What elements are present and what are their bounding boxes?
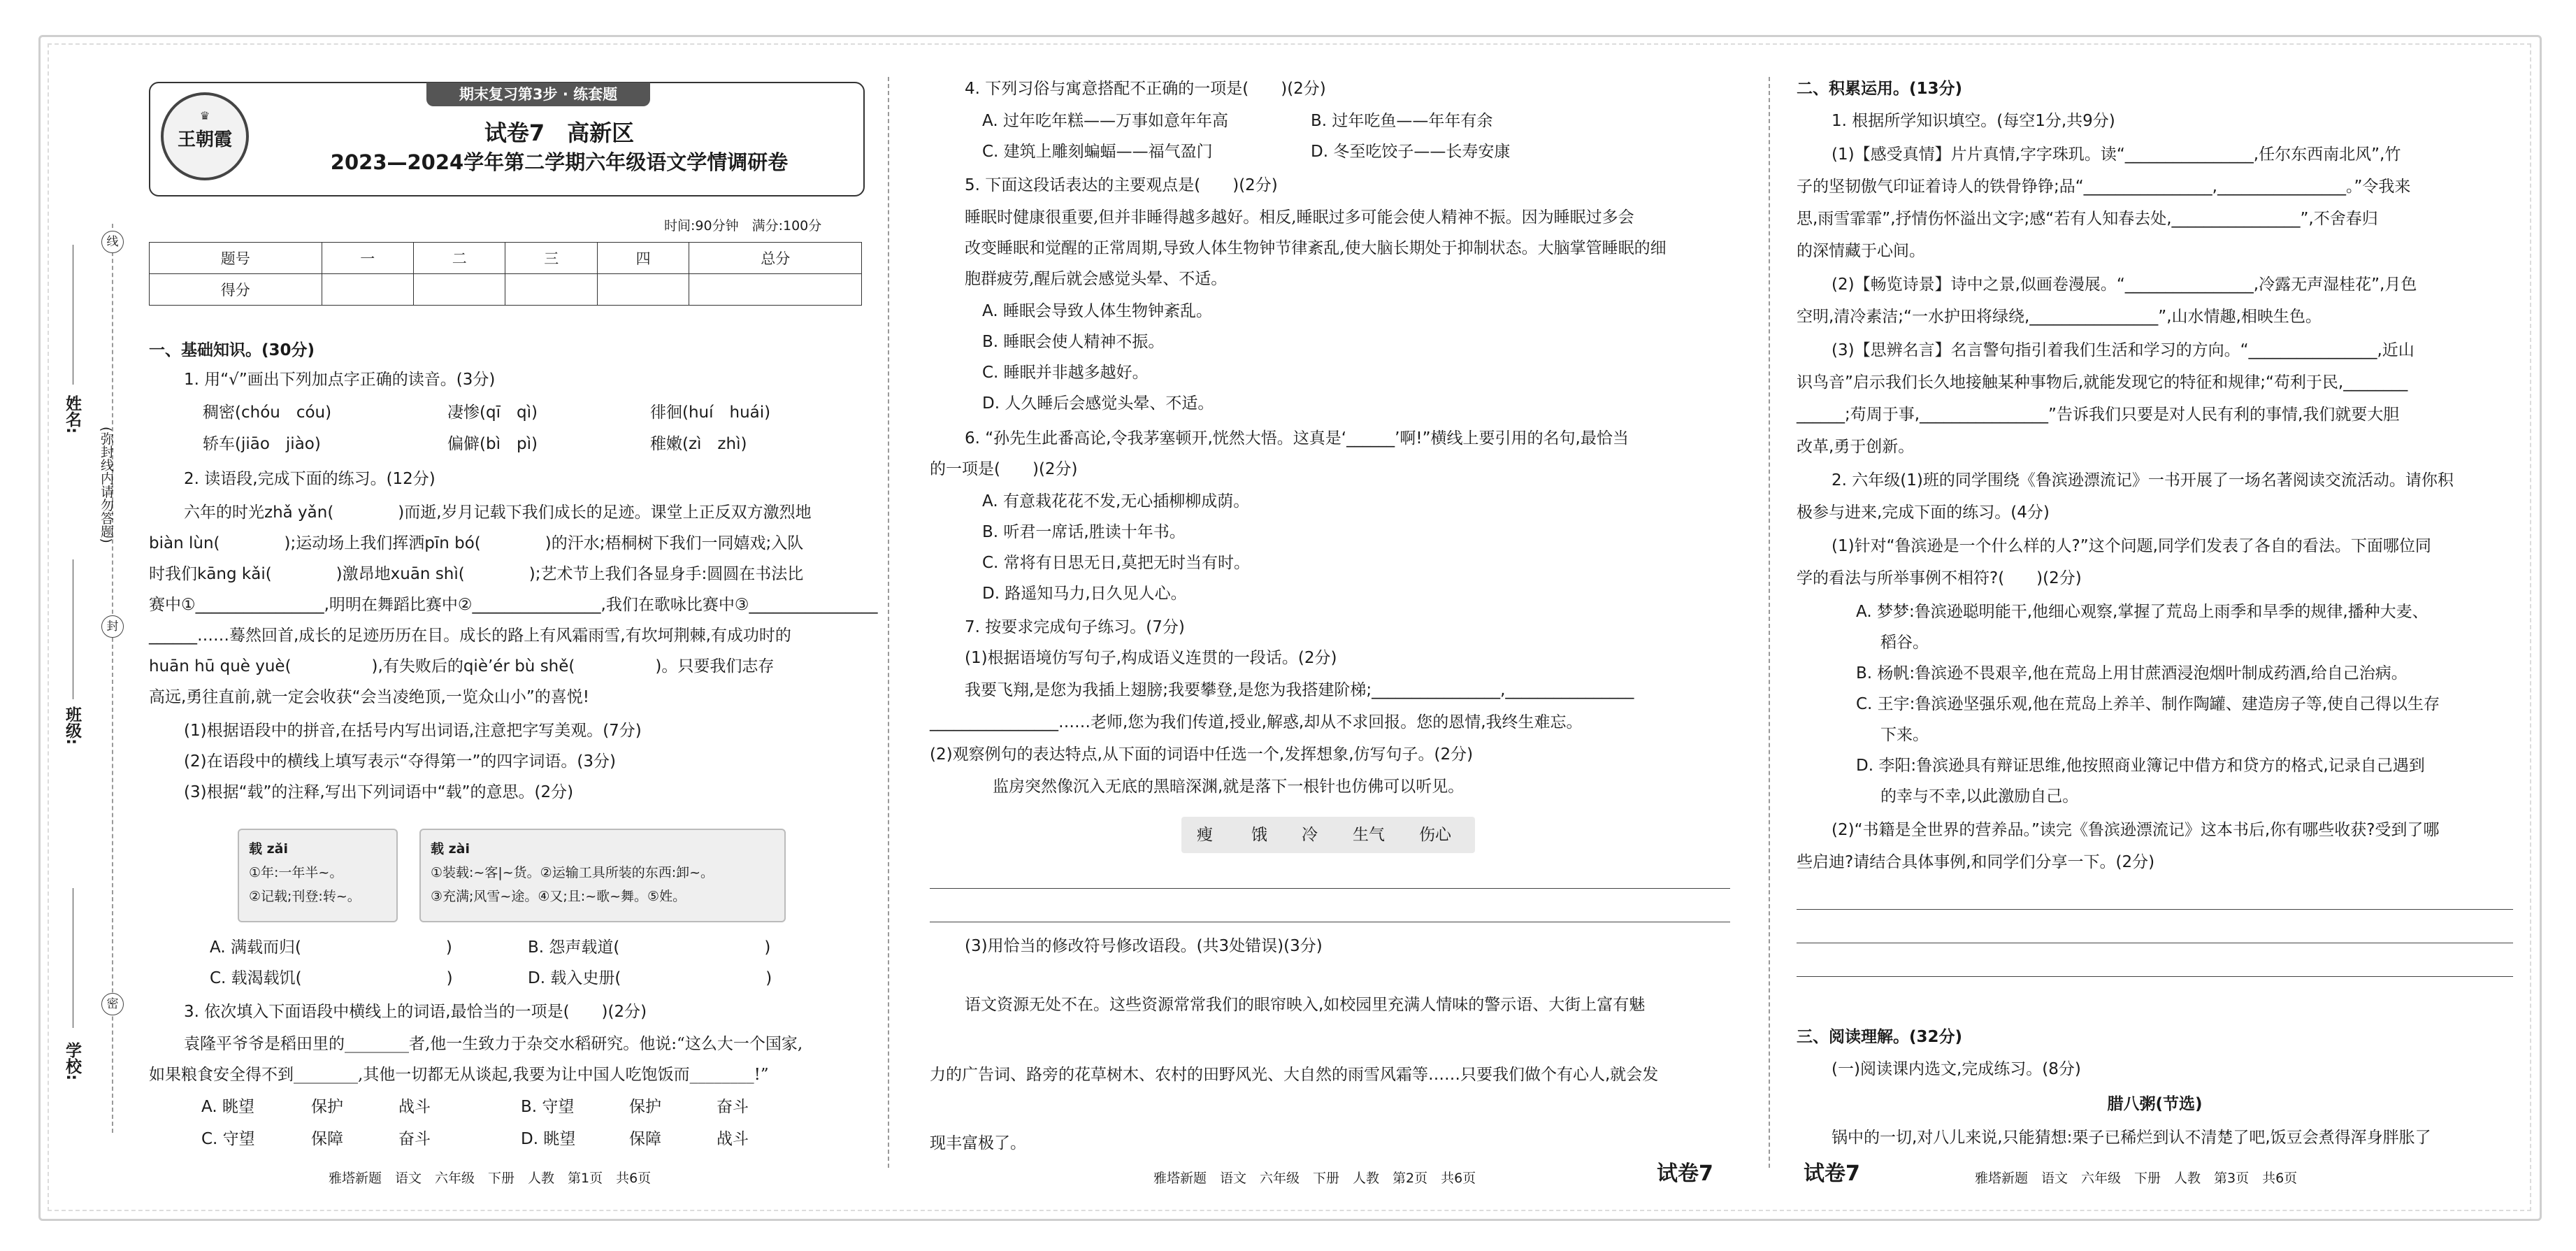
paper-title: 试卷7 高新区 (484, 120, 635, 146)
q7-3-passage[interactable]: 力的广告词、路旁的花草树木、农村的田野风光、大自然的雨雪风霜等……只要我们做个有心人,就会发 (930, 1066, 1659, 1084)
seal-mark: 封 (101, 615, 124, 638)
q2-option[interactable]: B. 杨帆:鲁滨逊不畏艰辛,他在荒岛上用甘蔗酒浸泡烟叶制成药酒,给自己治病。 (1856, 664, 2408, 682)
q3-option-word: 奋斗 (398, 1130, 431, 1148)
q7-3-stem: (3)用恰当的修改符号修改语段。(共3处错误)(3分) (965, 937, 1323, 955)
q2-stem: 学的看法与所举事例不相符?( )(2分) (1797, 569, 2082, 587)
q3-option[interactable]: C. 守望 (201, 1130, 255, 1148)
q1-item[interactable]: 徘徊(huí huái) (650, 403, 771, 422)
gloss-line: ①年:一年半~。 (249, 865, 343, 880)
reading-passage: 锅中的一切,对八儿来说,只能猜想:栗子已稀烂到认不清楚了吧,饭豆会煮得浑身胖胀了 (1832, 1129, 2431, 1147)
q5-option[interactable]: D. 人久睡后会感觉头晕、不适。 (982, 394, 1214, 413)
q2-sub: (3)根据“载”的注释,写出下列词语中“载”的意思。(2分) (184, 783, 574, 801)
fill-line[interactable]: 子的坚韧傲气印证着诗人的铁骨铮铮;品“________________,________________。”令我来 (1797, 178, 2411, 196)
q7-1-line[interactable]: 我要飞翔,是您为我插上翅膀;我要攀登,是您为我搭建阶梯;________________,________________ (965, 681, 1634, 699)
q2-stem: 极参与进来,完成下面的练习。(4分) (1797, 503, 2050, 522)
q1-stem: 1. 根据所学知识填空。(每空1分,共9分) (1832, 112, 2115, 130)
score-header: 四 (597, 243, 689, 274)
q2-stem: (1)针对“鲁滨逊是一个什么样的人?”这个问题,同学们发表了各自的看法。下面哪位同 (1832, 537, 2431, 555)
fill-line[interactable]: (2)【畅览诗景】诗中之景,似画卷漫展。“________________,冷露无声湿桂花”,月色 (1832, 276, 2417, 294)
q6-option[interactable]: A. 有意栽花花不发,无心插柳柳成荫。 (982, 492, 1250, 510)
q3-option-word: 保护 (629, 1098, 661, 1116)
word-choice[interactable]: 瘦 (1197, 826, 1213, 844)
q1-item[interactable]: 凄惨(qī qì) (447, 403, 538, 422)
logo-text: 王朝霞 (177, 129, 232, 150)
q7-2-example: 监房突然像沉入无底的黑暗深渊,就是落下一根针也仿佛可以听见。 (993, 778, 1465, 796)
q4-option[interactable]: B. 过年吃鱼——年年有余 (1311, 112, 1493, 130)
q7-3-passage[interactable]: 现丰富极了。 (930, 1134, 1026, 1152)
q7-1-line[interactable]: ________________……老师,您为我们传道,授业,解惑,却从不求回报。您的恩情,我终生难忘。 (930, 713, 1583, 731)
q2-3-item[interactable]: B. 怨声载道( ) (528, 938, 771, 957)
q2-sub: (2)在语段中的横线上填写表示“夺得第一”的四字词语。(3分) (184, 752, 616, 771)
q3-option-word: 战斗 (717, 1130, 749, 1148)
word-choices (1181, 817, 1475, 853)
q3-option-word: 战斗 (398, 1098, 431, 1116)
page-footer: 雅塔新题 语文 六年级 下册 人教 第1页 共6页 (329, 1171, 652, 1186)
q2-option-cont: 的幸与不幸,以此激励自己。 (1880, 787, 2079, 806)
passage-line: huān hū què yuè( ),有失败后的qiè’ér bù shě( )。只要我们志存 (149, 657, 775, 675)
q5-option[interactable]: C. 睡眠并非越多越好。 (982, 364, 1149, 382)
q5-passage: 胞群疲劳,醒后就会感觉头晕、不适。 (965, 270, 1228, 288)
q6-stem-cont: 的一项是( )(2分) (930, 460, 1078, 478)
word-choice[interactable]: 生气 (1353, 826, 1385, 844)
q2-2-stem: 些启迪?请结合具体事例,和同学们分享一下。(2分) (1797, 853, 2155, 871)
gloss-head: 载 zài (431, 841, 470, 857)
score-cell[interactable] (689, 274, 862, 306)
section-3-title: 三、阅读理解。(32分) (1797, 1028, 1963, 1046)
page-footer: 雅塔新题 语文 六年级 下册 人教 第3页 共6页 (1975, 1171, 2298, 1186)
q2-option-cont: 稻谷。 (1880, 634, 1929, 652)
answer-line[interactable] (930, 888, 1730, 889)
passage-line: biàn lùn( );运动场上我们挥洒pīn bó( )的汗水;梧桐树下我们一同嬉戏;入队 (149, 534, 804, 552)
column-divider (1769, 77, 1770, 1168)
q1-item[interactable]: 轿车(jiāo jiào) (203, 435, 321, 453)
reading-title: 腊八粥(节选) (2107, 1095, 2203, 1113)
passage-line: 高远,勇往直前,就一定会收获“会当凌绝顶,一览众山小”的喜悦! (149, 688, 589, 706)
score-row-label: 得分 (150, 274, 322, 306)
reading-1-stem: (一)阅读课内选文,完成练习。(8分) (1832, 1060, 2081, 1078)
passage-line: 赛中①________________,明明在舞蹈比赛中②________________,我们在歌咏比赛中③________________ (149, 596, 878, 614)
q5-option[interactable]: B. 睡眠会使人精神不振。 (982, 333, 1165, 351)
q2-option[interactable]: D. 李阳:鲁滨逊具有辩证思维,他按照商业簿记中借方和贷方的格式,记录自己遇到 (1856, 757, 2425, 775)
crown-icon: ♛ (199, 109, 210, 122)
q1-item[interactable]: 稚嫩(zì zhì) (650, 435, 747, 453)
fill-line[interactable]: 思,雨雪霏霏”,抒情伤怀溢出文字;感“若有人知春去处,________________”,不舍春归 (1797, 210, 2378, 228)
section-1-title: 一、基础知识。(30分) (149, 341, 315, 359)
gloss-line: ①装载:~客|~货。②运输工具所装的东西:卸~。 (431, 865, 714, 880)
passage-line: 六年的时光zhǎ yǎn( )而逝,岁月记载下我们成长的足迹。课堂上正反双方激烈地 (184, 503, 812, 522)
q2-option[interactable]: C. 王宇:鲁滨逊坚强乐观,他在荒岛上养羊、制作陶罐、建造房子等,使自己得以生存 (1856, 695, 2440, 713)
q5-option[interactable]: A. 睡眠会导致人体生物钟紊乱。 (982, 302, 1212, 320)
q3-option-word: 奋斗 (717, 1098, 749, 1116)
score-header: 二 (414, 243, 505, 274)
q3-option-word: 保护 (311, 1098, 343, 1116)
score-header: 一 (322, 243, 413, 274)
q4-option[interactable]: A. 过年吃年糕——万事如意年年高 (982, 112, 1228, 130)
q3-passage: 如果粮食安全得不到________,其他一切都无从谈起,我要为让中国人吃饱饭而________!” (149, 1066, 769, 1084)
section-2-title: 二、积累运用。(13分) (1797, 80, 1963, 98)
banner (426, 83, 650, 106)
q2-sub: (1)根据语段中的拼音,在括号内写出词语,注意把字写美观。(7分) (184, 722, 642, 740)
fill-line[interactable]: (3)【思辨名言】名言警句指引着我们生活和学习的方向。“________________,近山 (1832, 341, 2415, 359)
q2-3-item[interactable]: D. 载入史册( ) (528, 969, 772, 987)
q3-option[interactable]: B. 守望 (521, 1098, 575, 1116)
fill-line: 改革,勇于创新。 (1797, 438, 1915, 456)
paper-label: 试卷7 (1657, 1161, 1713, 1186)
q6-option[interactable]: D. 路遥知马力,日久见人心。 (982, 585, 1187, 603)
q2-option[interactable]: A. 梦梦:鲁滨逊聪明能干,他细心观察,掌握了荒岛上雨季和旱季的规律,播种大麦、 (1856, 603, 2429, 621)
q3-stem: 3. 依次填入下面语段中横线上的词语,最恰当的一项是( )(2分) (184, 1003, 647, 1021)
q3-passage: 袁隆平爷爷是稻田里的________者,他一生致力于杂交水稻研究。他说:“这么大一个国家, (184, 1035, 803, 1053)
banner-text: 期末复习第3步 · 练套题 (459, 86, 618, 103)
q3-option-word: 保障 (311, 1130, 343, 1148)
q7-1-stem: (1)根据语境仿写句子,构成语义连贯的一段话。(2分) (965, 649, 1337, 667)
fill-line[interactable]: 空明,清冷素洁;“一水护田将绿绕,________________”,山水情趣,相映生色。 (1797, 308, 2322, 326)
score-header-row (150, 243, 862, 274)
score-header: 三 (505, 243, 597, 274)
q2-3-item[interactable]: A. 满载而归( ) (210, 938, 452, 957)
answer-line[interactable] (1797, 976, 2513, 977)
passage-line: 时我们kāng kǎi( )激昂地xuān shì( );艺术节上我们各显身手:圆圆在书法比 (149, 565, 804, 583)
paper-subtitle: 2023—2024学年第二学期六年级语文学情调研卷 (330, 150, 789, 174)
gloss-box-2 (419, 829, 786, 922)
fill-line: 的深情藏于心间。 (1797, 242, 1925, 260)
class-label: 班级: (63, 706, 81, 745)
gloss-line: ②记载;刊登:转~。 (249, 889, 361, 904)
fill-line[interactable]: (1)【感受真情】片片真情,字字珠玑。读“________________,任尔东西南北风”,竹 (1832, 145, 2401, 164)
q2-2-stem: (2)“书籍是全世界的营养品。”读完《鲁滨逊漂流记》这本书后,你有哪些收获?受到了哪 (1832, 821, 2440, 839)
q3-option-word: 保障 (629, 1130, 661, 1148)
q2-option-cont: 下来。 (1880, 726, 1929, 744)
score-cell[interactable] (597, 274, 689, 306)
q2-stem: 2. 六年级(1)班的同学围绕《鲁滨逊漂流记》一书开展了一场名著阅读交流活动。请你积 (1832, 471, 2454, 489)
word-choice[interactable]: 冷 (1302, 826, 1318, 844)
score-cell[interactable] (322, 274, 413, 306)
gloss-box-1 (238, 829, 398, 922)
logo (161, 92, 249, 180)
q1-item[interactable]: 稠密(chóu cóu) (203, 403, 332, 422)
page-footer: 雅塔新题 语文 六年级 下册 人教 第2页 共6页 (1153, 1171, 1476, 1186)
gloss-head: 载 zǎi (249, 841, 289, 857)
score-cell[interactable] (414, 274, 505, 306)
q6-option[interactable]: B. 听君一席话,胜读十年书。 (982, 523, 1186, 541)
name-label: 姓名: (63, 395, 81, 434)
q1-stem: 1. 用“√”画出下列加点字正确的读音。(3分) (184, 371, 496, 389)
q3-option[interactable]: D. 眺望 (521, 1130, 576, 1148)
fill-line[interactable]: ______;苟周于事,________________”告诉我们只要是对人民有利的事情,我们就要大胆 (1797, 406, 2400, 424)
school-label: 学校: (63, 1042, 81, 1081)
score-header: 题号 (150, 243, 322, 274)
q2-stem: 2. 读语段,完成下面的练习。(12分) (184, 470, 436, 488)
gloss-line: ③充满;风雪~途。④又;且:~歌~舞。⑤姓。 (431, 889, 686, 904)
q6-stem: 6. “孙先生此番高论,令我茅塞顿开,恍然大悟。这真是‘______’啊!”横线上要引用的名句,最恰当 (965, 429, 1629, 448)
q5-passage: 改变睡眠和觉醒的正常周期,导致人体生物钟节律紊乱,使大脑长期处于抑制状态。大脑掌管睡眠的细 (965, 239, 1667, 257)
passage-line: ______……蓦然回首,成长的足迹历历在目。成长的路上有风霜雨雪,有坎坷荆棘,有成功时的 (149, 627, 791, 645)
q2-3-item[interactable]: C. 载渴载饥( ) (210, 969, 453, 987)
score-cell[interactable] (505, 274, 597, 306)
score-header: 总分 (689, 243, 862, 274)
word-choice[interactable]: 饿 (1251, 826, 1267, 844)
q7-2-stem: (2)观察例句的表达特点,从下面的词语中任选一个,发挥想象,仿写句子。(2分) (930, 745, 1474, 764)
q4-option[interactable]: D. 冬至吃饺子——长寿安康 (1311, 143, 1511, 161)
time-info: 时间:90分钟 满分:100分 (664, 218, 822, 234)
q3-option[interactable]: A. 眺望 (201, 1098, 254, 1116)
paper-label: 试卷7 (1804, 1161, 1860, 1186)
q6-option[interactable]: C. 常将有日思无日,莫把无时当有时。 (982, 554, 1250, 572)
q1-item[interactable]: 偏僻(bì pì) (447, 435, 538, 453)
q4-stem: 4. 下列习俗与寓意搭配不正确的一项是( )(2分) (965, 80, 1326, 98)
column-divider (888, 77, 889, 1168)
q4-option[interactable]: C. 建筑上雕刻蝙蝠——福气盈门 (982, 143, 1213, 161)
q5-passage: 睡眠时健康很重要,但并非睡得越多越好。相反,睡眠过多可能会使人精神不振。因为睡眠过多会 (965, 208, 1634, 227)
fill-line[interactable]: 识鸟音”启示我们长久地接触某种事物后,就能发现它的特征和规律;“苟利于民,________ (1797, 373, 2408, 392)
seal-note: (弥封线内请勿答题) (99, 427, 114, 543)
q5-stem: 5. 下面这段话表达的主要观点是( )(2分) (965, 176, 1278, 194)
q7-stem: 7. 按要求完成句子练习。(7分) (965, 618, 1185, 636)
score-table (149, 242, 862, 306)
q7-3-passage[interactable]: 语文资源无处不在。这些资源常常我们的眼帘映入,如校园里充满人情味的警示语、大街上富有魅 (965, 996, 1646, 1014)
seal-mark: 密 (101, 993, 124, 1015)
score-row (150, 274, 862, 306)
seal-mark: 线 (101, 231, 124, 253)
answer-line[interactable] (1797, 909, 2513, 910)
word-choice[interactable]: 伤心 (1419, 826, 1451, 844)
